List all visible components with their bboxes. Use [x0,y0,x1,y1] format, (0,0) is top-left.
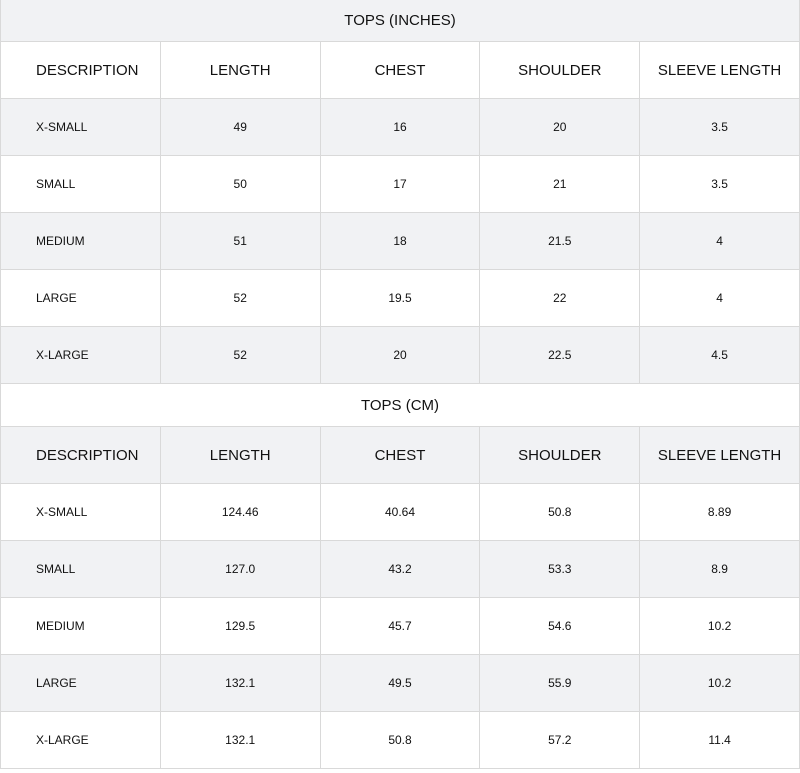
sleeve-length-cell: 4 [640,270,800,327]
size-label: LARGE [1,655,161,712]
table-title-row [1,384,800,427]
table-row [1,541,800,598]
shoulder-cell: 20 [480,99,640,156]
size-label: SMALL [1,541,161,598]
table-title: TOPS (INCHES) [1,0,800,42]
table-row [1,484,800,541]
shoulder-cell: 21 [480,156,640,213]
table-title-row [1,0,800,42]
shoulder-cell: 22.5 [480,327,640,384]
size-label: X-LARGE [1,712,161,769]
table-row [1,99,800,156]
chest-cell: 19.5 [320,270,480,327]
size-label: LARGE [1,270,161,327]
size-label: X-SMALL [1,99,161,156]
sleeve-length-cell: 8.9 [640,541,800,598]
size-label: X-LARGE [1,327,161,384]
chest-cell: 16 [320,99,480,156]
chest-cell: 50.8 [320,712,480,769]
table-header-row [1,42,800,99]
chest-cell: 49.5 [320,655,480,712]
length-cell: 127.0 [160,541,320,598]
table-header-row [1,427,800,484]
shoulder-cell: 54.6 [480,598,640,655]
length-cell: 52 [160,270,320,327]
column-header-chest: CHEST [320,42,480,99]
chest-cell: 40.64 [320,484,480,541]
length-cell: 52 [160,327,320,384]
chest-cell: 20 [320,327,480,384]
column-header-sleeve-length: SLEEVE LENGTH [640,427,800,484]
column-header-description: DESCRIPTION [1,42,161,99]
sleeve-length-cell: 4 [640,213,800,270]
column-header-description: DESCRIPTION [1,427,161,484]
size-label: SMALL [1,156,161,213]
column-header-length: LENGTH [160,42,320,99]
table-title: TOPS (CM) [1,384,800,427]
table-row [1,213,800,270]
shoulder-cell: 50.8 [480,484,640,541]
sleeve-length-cell: 8.89 [640,484,800,541]
size-label: X-SMALL [1,484,161,541]
table-row [1,327,800,384]
sleeve-length-cell: 3.5 [640,156,800,213]
shoulder-cell: 55.9 [480,655,640,712]
tops-inches-table [0,0,800,384]
sleeve-length-cell: 4.5 [640,327,800,384]
tops-cm-table [0,384,800,769]
column-header-shoulder: SHOULDER [480,427,640,484]
table-row [1,156,800,213]
column-header-chest: CHEST [320,427,480,484]
length-cell: 50 [160,156,320,213]
chest-cell: 18 [320,213,480,270]
table-row [1,655,800,712]
sleeve-length-cell: 10.2 [640,598,800,655]
column-header-length: LENGTH [160,427,320,484]
chest-cell: 17 [320,156,480,213]
length-cell: 49 [160,99,320,156]
shoulder-cell: 21.5 [480,213,640,270]
sleeve-length-cell: 10.2 [640,655,800,712]
length-cell: 124.46 [160,484,320,541]
sleeve-length-cell: 11.4 [640,712,800,769]
length-cell: 132.1 [160,655,320,712]
chest-cell: 45.7 [320,598,480,655]
table-row [1,270,800,327]
chest-cell: 43.2 [320,541,480,598]
column-header-shoulder: SHOULDER [480,42,640,99]
shoulder-cell: 57.2 [480,712,640,769]
length-cell: 132.1 [160,712,320,769]
sleeve-length-cell: 3.5 [640,99,800,156]
size-label: MEDIUM [1,213,161,270]
shoulder-cell: 53.3 [480,541,640,598]
length-cell: 51 [160,213,320,270]
column-header-sleeve-length: SLEEVE LENGTH [640,42,800,99]
table-row [1,712,800,769]
length-cell: 129.5 [160,598,320,655]
size-label: MEDIUM [1,598,161,655]
table-row [1,598,800,655]
shoulder-cell: 22 [480,270,640,327]
